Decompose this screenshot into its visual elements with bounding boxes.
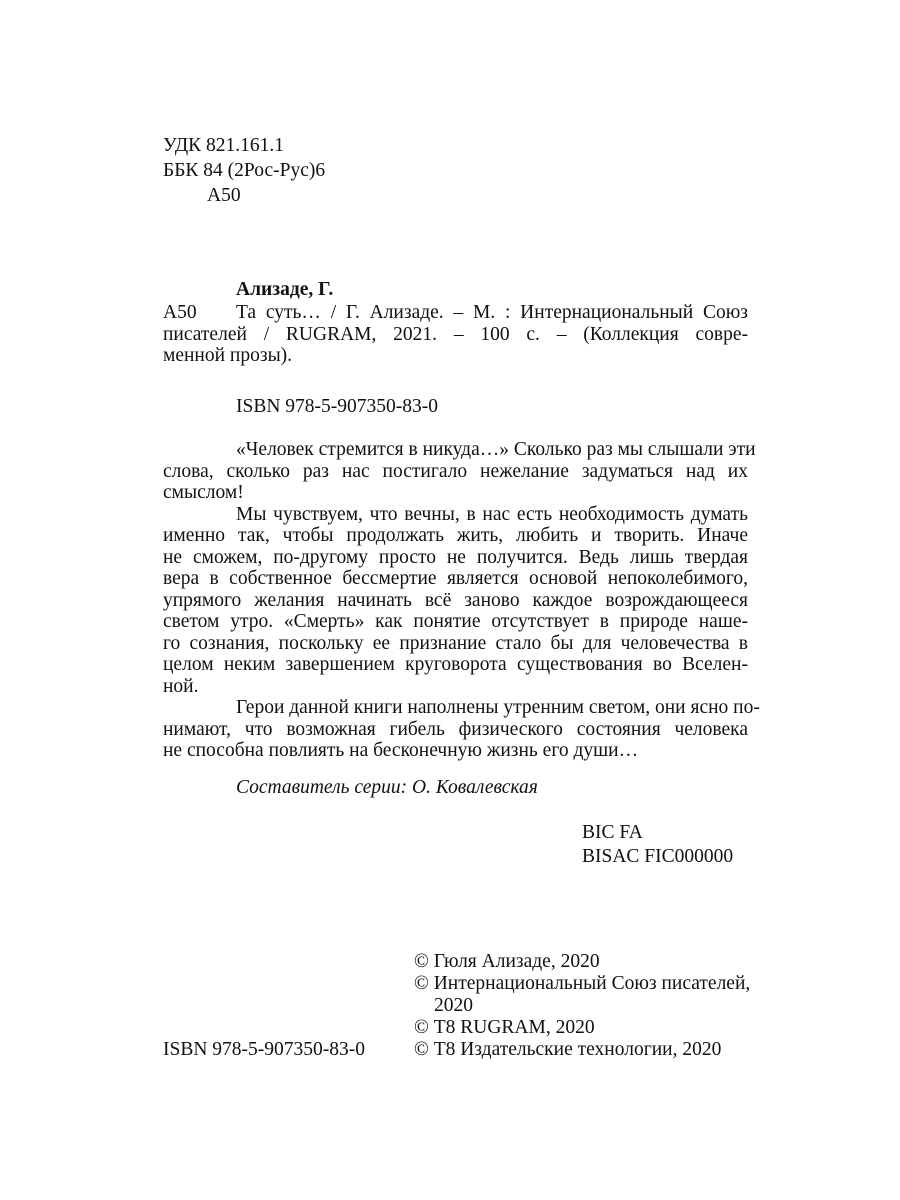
annotation-line: смыслом! <box>163 482 244 503</box>
annotation-paragraph <box>163 697 760 762</box>
footer-isbn: ISBN 978-5-907350-83-0 <box>163 1039 366 1060</box>
bib-line: Та суть… / Г. Ализаде. – М. : Интернациональный Союз <box>236 302 748 323</box>
bib-line: писателей / RUGRAM, 2021. – 100 с. – (Коллекция совре- <box>163 323 748 345</box>
copyright-line: © Гюля Ализаде, 2020 <box>414 951 600 972</box>
annotation-paragraph <box>163 439 756 504</box>
bisac-code: BISAC FIC000000 <box>582 846 734 867</box>
annotation-line: Герои данной книги наполнены утренним светом, они ясно по- <box>236 697 760 718</box>
copyright-line: © Т8 RUGRAM, 2020 <box>414 1017 595 1038</box>
annotation-paragraph <box>163 504 748 698</box>
bib-isbn: ISBN 978-5-907350-83-0 <box>236 396 439 417</box>
annotation-line: именно так, чтобы продолжать жить, любить и творить. Иначе <box>163 525 748 546</box>
annotation-line: «Человек стремится в никуда…» Сколько раз мы слышали эти <box>236 439 756 460</box>
bib-code: А50 <box>163 302 197 323</box>
bic-code: BIC FA <box>582 822 643 843</box>
udk-code: УДК 821.161.1 <box>163 135 285 156</box>
annotation-line: не сможем, по-другому просто не получится. Ведь лишь твердая <box>163 546 748 568</box>
series-compiler: Составитель серии: О. Ковалевская <box>236 777 538 798</box>
annotation-line: ной. <box>163 675 199 697</box>
annotation-line: упрямого желания начинать всё заново каждое возрождающееся <box>163 589 748 611</box>
annotation-line: го сознания, поскольку ее признание стало бы для человечества в <box>163 632 748 654</box>
author-sign: А50 <box>207 185 241 206</box>
annotation-line: целом неким завершением круговорота существования во Вселен- <box>163 654 748 675</box>
annotation-line: вера в собственное бессмертие является основой непоколебимого, <box>163 568 748 589</box>
copyright-line: 2020 <box>434 995 473 1016</box>
annotation-line: Мы чувствуем, что вечны, в нас есть необходимость думать <box>236 503 748 525</box>
author-heading: Ализаде, Г. <box>236 279 334 300</box>
annotation-line: светом утро. «Смерть» как понятие отсутствует в природе наше- <box>163 611 748 632</box>
bib-line: менной прозы). <box>163 345 293 366</box>
annotation-line: не способна повлиять на бесконечную жизнь его души… <box>163 740 639 761</box>
copyright-line: © Т8 Издательские технологии, 2020 <box>414 1039 722 1060</box>
annotation-line: нимают, что возможная гибель физического состояния человека <box>163 718 748 740</box>
annotation <box>163 439 760 762</box>
bbk-code: ББК 84 (2Рос-Рус)6 <box>163 160 326 181</box>
bib-description <box>163 302 748 367</box>
annotation-line: слова, сколько раз нас постигало нежелание задуматься над их <box>163 460 748 482</box>
copyright-line: © Интернациональный Союз писателей, <box>414 973 751 994</box>
